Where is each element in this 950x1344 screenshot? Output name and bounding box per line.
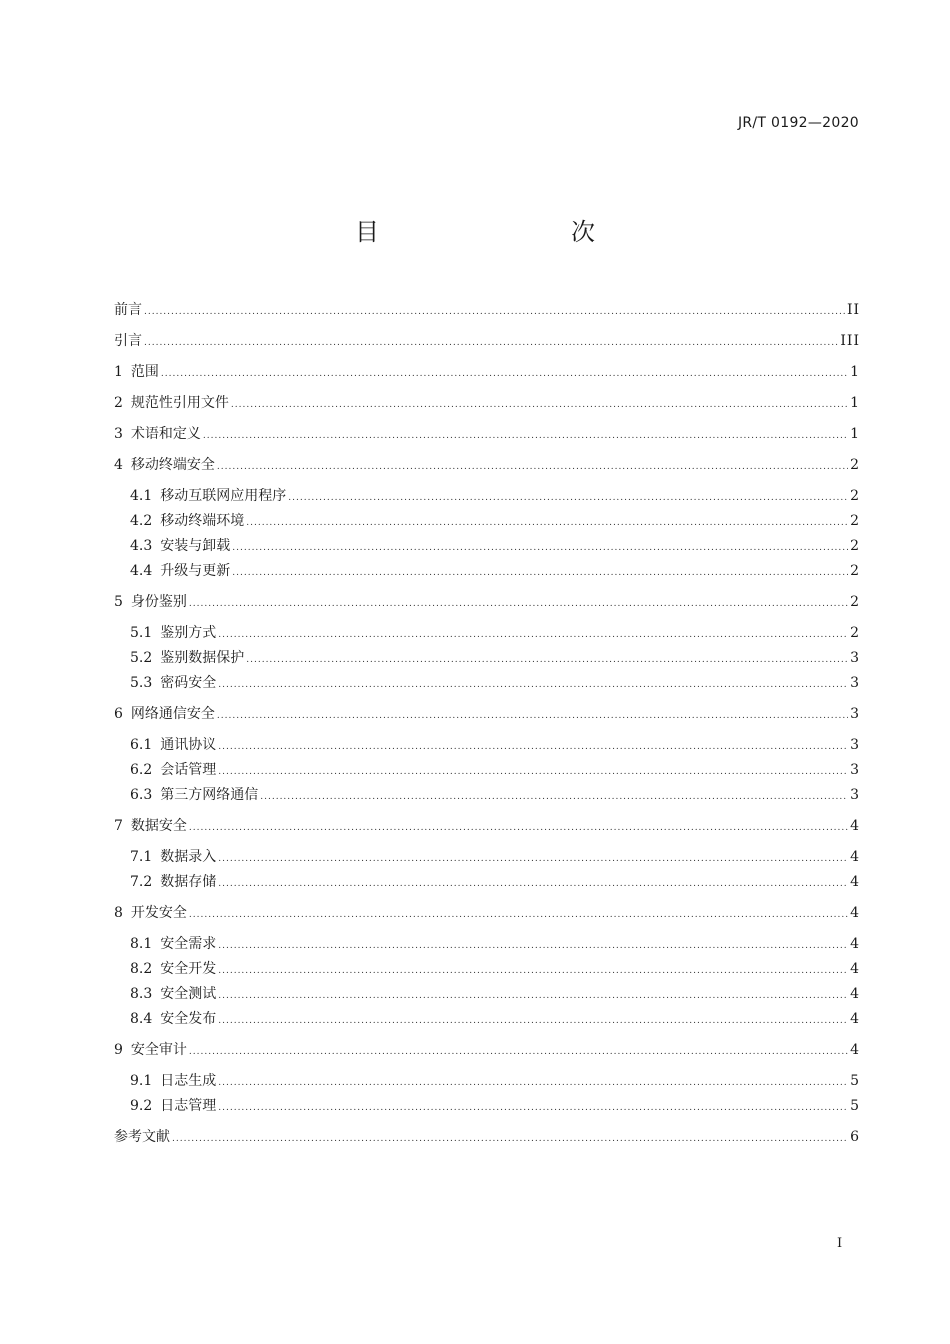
- toc-entry: [130, 932, 860, 956]
- toc-entry-label: 安装与卸载: [160, 538, 231, 554]
- toc-entry-page: 4: [850, 818, 860, 834]
- dot-leader: [218, 1009, 848, 1033]
- toc-entry-page: 3: [850, 787, 860, 803]
- toc-entry-page: 2: [850, 538, 860, 554]
- dot-leader: [218, 1096, 848, 1120]
- toc-entry-label: 数据安全: [130, 818, 187, 834]
- toc-entry-page: 3: [850, 650, 860, 666]
- dot-leader: [246, 648, 848, 672]
- toc-entry-label: 移动互联网应用程序: [160, 488, 287, 504]
- toc-entry: [130, 845, 860, 869]
- toc-entry-label: 日志生成: [160, 1073, 217, 1089]
- toc-entry-label: 鉴别方式: [160, 625, 217, 641]
- toc-entry-number: 2: [114, 395, 123, 411]
- toc-entry: [114, 360, 860, 384]
- toc-entry-number: 5: [114, 594, 123, 610]
- toc-entry-label: 身份鉴别: [130, 594, 187, 610]
- toc-entry: [114, 453, 860, 477]
- toc-entry: [130, 733, 860, 757]
- dot-leader: [218, 623, 848, 647]
- toc-entry-page: 5: [850, 1073, 860, 1089]
- toc-entry-number: 8.1: [130, 936, 153, 952]
- dot-leader: [288, 486, 848, 510]
- toc-entry-label: 规范性引用文件: [130, 395, 229, 411]
- toc-entry-label: 会话管理: [160, 762, 217, 778]
- toc-entry-label: 鉴别数据保护: [160, 650, 245, 666]
- toc-entry: [130, 559, 860, 583]
- toc-entry-page: 4: [850, 1042, 860, 1058]
- dot-leader: [144, 331, 838, 355]
- toc-entry-label: 开发安全: [130, 905, 187, 921]
- toc-entry-number: 7.1: [130, 849, 153, 865]
- page-number: I: [837, 1236, 843, 1251]
- toc-entry-label: 参考文献: [114, 1129, 170, 1145]
- toc-entry-number: 6.1: [130, 737, 153, 753]
- toc-entry-label: 密码安全: [160, 675, 217, 691]
- toc-entry: [114, 901, 860, 925]
- toc-entry-label: 术语和定义: [130, 426, 201, 442]
- toc-entry-page: 6: [850, 1129, 860, 1145]
- toc-entry: [130, 783, 860, 807]
- toc-entry-number: 4: [114, 457, 123, 473]
- dot-leader: [232, 561, 848, 585]
- dot-leader: [217, 704, 848, 728]
- toc-entry-label: 安全开发: [160, 961, 217, 977]
- toc-entry-page: 1: [850, 426, 860, 442]
- toc-entry-page: II: [846, 302, 860, 318]
- toc-entry-page: 4: [850, 849, 860, 865]
- toc-entry-number: 4.4: [130, 563, 153, 579]
- toc-entry-page: 2: [850, 563, 860, 579]
- toc-entry-label: 升级与更新: [160, 563, 231, 579]
- toc-entry-label: 安全发布: [160, 1011, 217, 1027]
- toc-entry-number: 6.2: [130, 762, 153, 778]
- toc-entry: [114, 329, 860, 353]
- dot-leader: [172, 1127, 848, 1151]
- toc-entry-number: 5.1: [130, 625, 153, 641]
- dot-leader: [260, 785, 848, 809]
- toc-entry-page: 1: [850, 395, 860, 411]
- toc-entry-page: 2: [850, 594, 860, 610]
- toc-entry: [130, 534, 860, 558]
- dot-leader: [231, 393, 848, 417]
- dot-leader: [218, 872, 848, 896]
- toc-entry-label: 日志管理: [160, 1098, 217, 1114]
- toc-entry: [114, 814, 860, 838]
- toc-entry: [114, 1125, 860, 1149]
- toc-entry-page: 1: [850, 364, 860, 380]
- toc-entry-number: 4.3: [130, 538, 153, 554]
- toc-entry: [114, 1038, 860, 1062]
- dot-leader: [218, 735, 848, 759]
- toc-entry-page: 3: [850, 675, 860, 691]
- toc-entry-label: 安全审计: [130, 1042, 187, 1058]
- toc-entry-page: 3: [850, 762, 860, 778]
- dot-leader: [218, 1071, 848, 1095]
- standard-code: JR/T 0192—2020: [737, 115, 859, 131]
- toc-entry-label: 移动终端安全: [130, 457, 215, 473]
- toc-entry-number: 7: [114, 818, 123, 834]
- toc-entry-number: 8.2: [130, 961, 153, 977]
- toc-entry-number: 9.2: [130, 1098, 153, 1114]
- dot-leader: [218, 959, 848, 983]
- toc-entry: [114, 422, 860, 446]
- dot-leader: [218, 847, 848, 871]
- toc-entry-page: 4: [850, 961, 860, 977]
- toc-entry: [130, 1094, 860, 1118]
- toc-entry: [130, 621, 860, 645]
- toc-entry-page: 4: [850, 874, 860, 890]
- toc-entry-page: 4: [850, 936, 860, 952]
- page-title: 目 次: [355, 218, 643, 246]
- toc-entry-number: 9: [114, 1042, 123, 1058]
- toc-entry-page: 4: [850, 905, 860, 921]
- toc-entry-page: 2: [850, 457, 860, 473]
- toc-entry-page: 2: [850, 488, 860, 504]
- dot-leader: [217, 455, 848, 479]
- dot-leader: [189, 903, 848, 927]
- dot-leader: [246, 511, 848, 535]
- dot-leader: [189, 592, 848, 616]
- toc-entry-number: 8.3: [130, 986, 153, 1002]
- toc-entry: [130, 509, 860, 533]
- toc-entry-label: 移动终端环境: [160, 513, 245, 529]
- dot-leader: [218, 934, 848, 958]
- toc-entry: [130, 671, 860, 695]
- toc-entry-label: 网络通信安全: [130, 706, 215, 722]
- toc-entry-label: 安全测试: [160, 986, 217, 1002]
- toc-entry: [130, 870, 860, 894]
- toc-entry-label: 数据存储: [160, 874, 217, 890]
- toc-entry-number: 5.2: [130, 650, 153, 666]
- toc-entry: [130, 957, 860, 981]
- toc-entry-number: 3: [114, 426, 123, 442]
- toc-entry: [114, 298, 860, 322]
- toc-entry: [130, 1007, 860, 1031]
- dot-leader: [189, 816, 848, 840]
- toc-entry-number: 1: [114, 364, 123, 380]
- toc-entry: [130, 982, 860, 1006]
- dot-leader: [161, 362, 848, 386]
- toc-entry-page: 3: [850, 706, 860, 722]
- toc-entry-label: 前言: [114, 302, 142, 318]
- toc-entry-number: 8: [114, 905, 123, 921]
- toc-entry-label: 数据录入: [160, 849, 217, 865]
- toc-entry-label: 范围: [130, 364, 159, 380]
- toc-entry-number: 6: [114, 706, 123, 722]
- toc-entry-page: 3: [850, 737, 860, 753]
- toc-entry-number: 9.1: [130, 1073, 153, 1089]
- toc-entry-number: 7.2: [130, 874, 153, 890]
- toc-entry-page: 2: [850, 513, 860, 529]
- toc-entry-number: 6.3: [130, 787, 153, 803]
- toc-entry: [130, 758, 860, 782]
- dot-leader: [203, 424, 848, 448]
- toc-entry: [130, 484, 860, 508]
- toc-entry-page: III: [840, 333, 860, 349]
- toc-entry: [130, 1069, 860, 1093]
- toc-entry-label: 通讯协议: [160, 737, 217, 753]
- toc-entry: [114, 590, 860, 614]
- dot-leader: [232, 536, 848, 560]
- toc-entry: [130, 646, 860, 670]
- toc-entry-page: 4: [850, 986, 860, 1002]
- toc-entry-number: 4.2: [130, 513, 153, 529]
- toc-entry-page: 2: [850, 625, 860, 641]
- toc-entry-label: 安全需求: [160, 936, 217, 952]
- toc-entry-number: 4.1: [130, 488, 153, 504]
- dot-leader: [144, 300, 845, 324]
- toc-entry-page: 5: [850, 1098, 860, 1114]
- toc-entry-page: 4: [850, 1011, 860, 1027]
- toc-entry-number: 8.4: [130, 1011, 153, 1027]
- dot-leader: [218, 984, 848, 1008]
- toc-entry: [114, 391, 860, 415]
- toc-entry-label: 引言: [114, 333, 142, 349]
- dot-leader: [218, 760, 848, 784]
- toc-entry-label: 第三方网络通信: [160, 787, 259, 803]
- toc-entry-number: 5.3: [130, 675, 153, 691]
- toc-entry: [114, 702, 860, 726]
- dot-leader: [189, 1040, 848, 1064]
- dot-leader: [218, 673, 848, 697]
